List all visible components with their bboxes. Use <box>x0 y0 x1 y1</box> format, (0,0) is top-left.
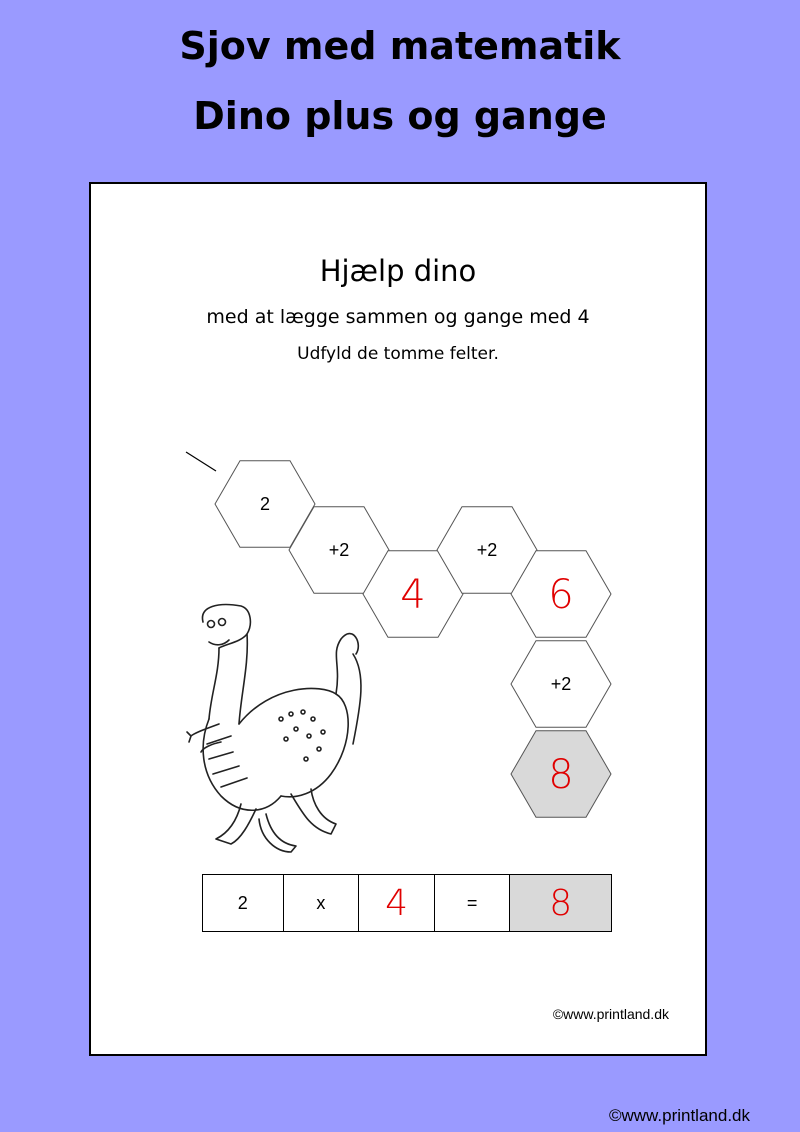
pointer-line <box>186 452 216 471</box>
equation-factor-b[interactable]: 4 <box>359 875 435 931</box>
worksheet-instruction: Udfyld de tomme felter. <box>297 344 499 364</box>
hex-cell-label-1: 2 <box>259 494 271 514</box>
page-title-line1: Sjov med matematik <box>179 24 621 68</box>
equation-table <box>202 874 612 932</box>
equation-operator: x <box>284 875 360 931</box>
page-copyright: ©www.printland.dk <box>608 1106 750 1125</box>
hex-cell-label-4: +2 <box>476 540 498 560</box>
worksheet <box>89 182 707 1056</box>
worksheet-copyright: ©www.printland.dk <box>552 1006 669 1022</box>
dinosaur-illustration <box>187 605 361 852</box>
hex-cell-label-2: +2 <box>328 540 350 560</box>
page-title-line2: Dino plus og gange <box>193 94 607 138</box>
hex-cell-label-7: 8 <box>548 752 574 798</box>
hex-cell-label-5: 6 <box>548 572 574 618</box>
hex-cell-label-6: +2 <box>550 674 572 694</box>
hex-cell-label-3: 4 <box>400 572 426 618</box>
equation-factor-a: 2 <box>203 875 284 931</box>
equation-equals: = <box>435 875 511 931</box>
worksheet-subheading: med at lægge sammen og gange med 4 <box>206 306 590 328</box>
equation-result[interactable]: 8 <box>510 875 611 931</box>
worksheet-heading: Hjælp dino <box>319 254 477 288</box>
